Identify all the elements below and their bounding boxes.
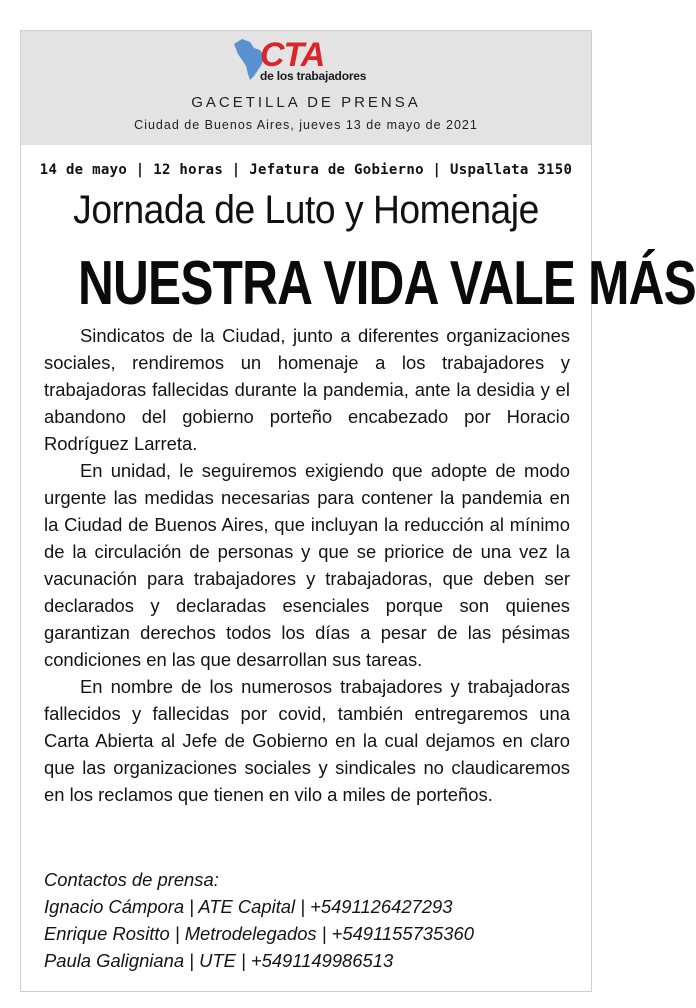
contact-line: Paula Galigniana | UTE | +5491149986513: [44, 950, 394, 971]
headline: NUESTRA VIDA VALE MÁS: [78, 249, 696, 318]
logo-subtitle: de los trabajadores: [260, 69, 367, 83]
press-contacts: [44, 866, 574, 974]
paragraph: En nombre de los numerosos trabajadores y trabajadoras fallecidos y fallecidas por covid, también entregaremos una Carta Abierta al Jefe de Gobierno en la cual dejamos en claro que las organizaciones sociales y sindicales no claudicaremos en los reclamos que tienen en vilo a miles de porteños.: [44, 676, 570, 805]
release-label: GACETILLA DE PRENSA: [191, 94, 421, 111]
contacts-heading: Contactos de prensa:: [44, 869, 219, 890]
event-details: 14 de mayo | 12 horas | Jefatura de Gobierno | Uspallata 3150: [39, 162, 573, 178]
paragraph: Sindicatos de la Ciudad, junto a diferentes organizaciones sociales, rendiremos un homenaje a los trabajadores y trabajadoras fallecidas durante la pandemia, ante la desidia y el abandono del gobierno porteño encabezado por Horacio Rodríguez Larreta.: [44, 325, 570, 454]
contact-line: Ignacio Cámpora | ATE Capital | +5491126427293: [44, 896, 453, 917]
contact-line: Enrique Rositto | Metrodelegados | +5491155735360: [44, 923, 474, 944]
body-text: [44, 322, 570, 808]
paragraph: En unidad, le seguiremos exigiendo que adopte de modo urgente las medidas necesarias para contener la pandemia en la Ciudad de Buenos Aires, que incluyan la reducción al mínimo de la circulación de personas y que se priorice de una vez la vacunación para trabajadores y trabajadoras, que deben ser declarados y declaradas esenciales porque son quienes garantizan derechos todos los días a pesar de las pésimas condiciones en las que desarrollan sus tareas.: [44, 460, 570, 670]
subtitle: Jornada de Luto y Homenaje: [73, 188, 539, 232]
dateline: Ciudad de Buenos Aires, jueves 13 de mayo de 2021: [134, 118, 478, 132]
logo-wordmark: CTA: [260, 36, 325, 74]
